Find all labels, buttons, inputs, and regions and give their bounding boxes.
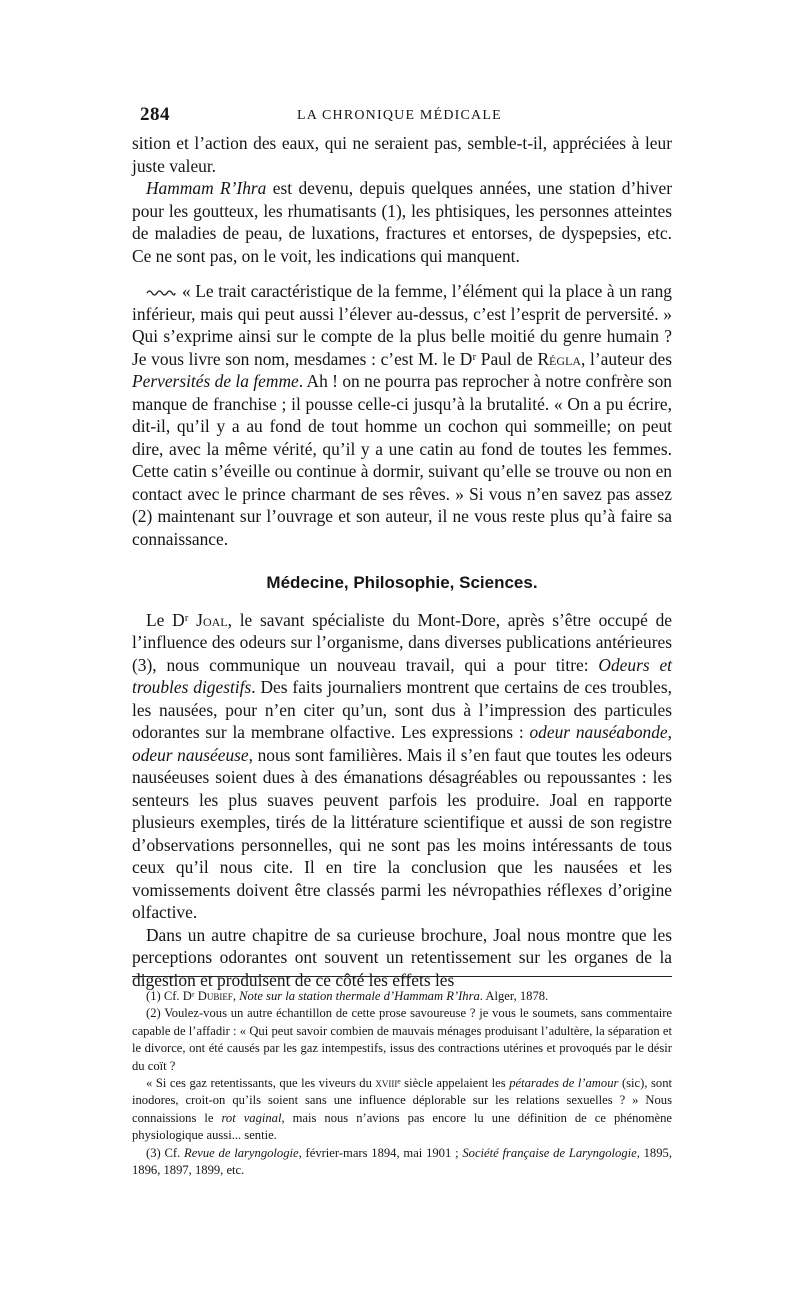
- work-title: Note sur la station thermale d’Hammam R’Ihra: [239, 989, 480, 1003]
- paragraph-continuation: sition et l’action des eaux, qui ne seraient pas, semble-t-il, appréciées à leur juste valeur.: [132, 133, 672, 176]
- place-name: Hammam R’Ihra: [146, 178, 267, 198]
- author-name: Dubief: [197, 989, 233, 1003]
- term: rot vaginal: [221, 1110, 282, 1125]
- paragraph-text: ,: [667, 722, 672, 742]
- work-title: Odeurs et troubles digestifs: [132, 654, 672, 697]
- term: odeur nauséabonde: [529, 722, 668, 742]
- footnote-text: (1) Cf. Dʳ: [146, 989, 198, 1003]
- term: pétarades de l’amour: [509, 1076, 619, 1091]
- footnote-2-continued: [132, 1075, 672, 1145]
- footnote-text: (3) Cf.: [146, 1145, 185, 1160]
- footnote-2: (2) Voulez-vous un autre échantillon de cette prose savoureuse ? je vous le soumets, sans commentaire capable de l’affadir : « Qui peut savoir combien de mauvais ménages produisant l’adultère, la séparation et le divorce, ont été causés par les gaz intempestifs, issus des contractions utérines et provoqués par le désir du coït ?: [132, 1006, 672, 1073]
- running-title: LA CHRONIQUE MÉDICALE: [297, 108, 502, 123]
- main-text: [132, 132, 672, 991]
- footnote-text: ,: [232, 989, 240, 1003]
- journal-title: Société française de Laryngologie: [462, 1145, 637, 1160]
- footnote-3: [132, 1145, 672, 1180]
- section-heading: Médecine, Philosophie, Sciences.: [266, 573, 538, 592]
- paragraph-text: . Des faits journaliers montrent que certains de ces troubles, les nausées, pour n’en citer qu’un, sont dus à l’impression des particules odorantes sur la membrane olfactive. Les expressions :: [132, 677, 672, 742]
- footnote-text: (sic), sont inodores, croit-on qu’ils soient sans une influence déplorable sur les relations sexuelles ? » Nous connaissions le: [132, 1076, 672, 1125]
- footnote-text: . Alger, 1878.: [479, 989, 549, 1003]
- paragraph-text: , l’auteur des: [581, 348, 672, 369]
- footnotes: [132, 988, 672, 1179]
- paragraph-text: Le Dʳ: [146, 609, 197, 630]
- paragraph-text: , nous sont familières. Mais il s’en faut que toutes les odeurs nauséeuses soient dues à des émanations désagréables ou repoussantes : les senteurs les plus suaves peuvent parfois les produire. Joal en rapporte plusieurs exemples, tirés de la littérature scientifique et aussi de son registre d’observations personnelles, qui ne sont pas les moins intéressants de tous ceux qu’il nous cite. Il en tire la conclusion que les nausées et les vomissements doivent être classés parmi les névropathies réflexes d’origine olfactive.: [132, 744, 672, 922]
- footnote-divider: [132, 976, 672, 977]
- footnote-1: [132, 988, 672, 1005]
- paragraph-text: est devenu, depuis quelques années, une station d’hiver pour les goutteux, les rhumatisants (1), les phtisiques, les personnes atteintes de maladies de peau, de luxations, fractures et entorses, de dyspepsies, etc. Ce ne sont pas, on le voit, les indications qui manquent.: [132, 178, 672, 266]
- footnote-text: « Si ces gaz retentissants, que les viveurs du: [146, 1076, 376, 1091]
- paragraph-hammam: [132, 177, 672, 267]
- footnote-text: , février-mars 1894, mai 1901 ;: [298, 1145, 463, 1160]
- paragraph-chapitre: Dans un autre chapitre de sa curieuse brochure, Joal nous montre que les perceptions odorantes ont souvent un retentissement sur les organes de la digestion et produisent de ce côté les effets les: [132, 924, 672, 990]
- footnote-text: , mais nous n’avions pas encore lu une définition de ce phénomène physiologique aussi... sentie.: [132, 1110, 672, 1143]
- paragraph-text: . Ah ! on ne pourra pas reprocher à notre confrère son manque de franchise ; il pousse celle-ci jusqu’à la brutalité. « On a pu écrire, dit-il, qu’il y a au fond de tout homme un cochon qui sommeille; on peut dire, avec la même vérité, qu’il y a une catin au fond de toutes les femmes. Cette catin s’éveille ou continue à dormir, suivant qu’elle se trouve ou non en contact avec le prince charmant de ses rêves. » Si vous n’en savez pas assez (2) maintenant sur l’ouvrage et son auteur, il ne vous reste plus qu’à faire sa connaissance.: [132, 371, 672, 549]
- journal-title: Revue de laryngologie: [184, 1145, 299, 1160]
- footnote-text: , 1895, 1896, 1897, 1899, etc.: [132, 1145, 672, 1178]
- paragraph-joal: [132, 609, 672, 924]
- term: odeur nauséeuse: [132, 744, 249, 765]
- author-name: Joal: [196, 609, 228, 630]
- author-name: Régla: [537, 348, 582, 369]
- page-header: [140, 104, 672, 130]
- wavy-line-ornament-icon: [146, 289, 176, 297]
- century-numeral: xviiiᵉ: [375, 1076, 401, 1091]
- paragraph-text: , le savant spécialiste du Mont-Dore, après s’être occupé de l’influence des odeurs sur l’organisme, dans diverses publications antérieures (3), nous communique un nouveau travail, qui a pour titre:: [132, 609, 672, 675]
- paragraph-text: « Le trait caractéristique de la femme, l’élément qui la place à un rang inférieur, mais qui peut aussi l’élever au-dessus, c’est l’esprit de perversité. » Qui s’exprime ainsi sur le compte de la plus belle moitié du genre humain ? Je vous livre son nom, mesdames : c’est M. le Dʳ Paul de: [132, 281, 672, 369]
- paragraph-perversite: [132, 280, 672, 550]
- page-number: 284: [140, 104, 170, 125]
- book-title: Perversités de la femme: [132, 371, 299, 391]
- footnote-text: siècle appelaient les: [400, 1076, 510, 1091]
